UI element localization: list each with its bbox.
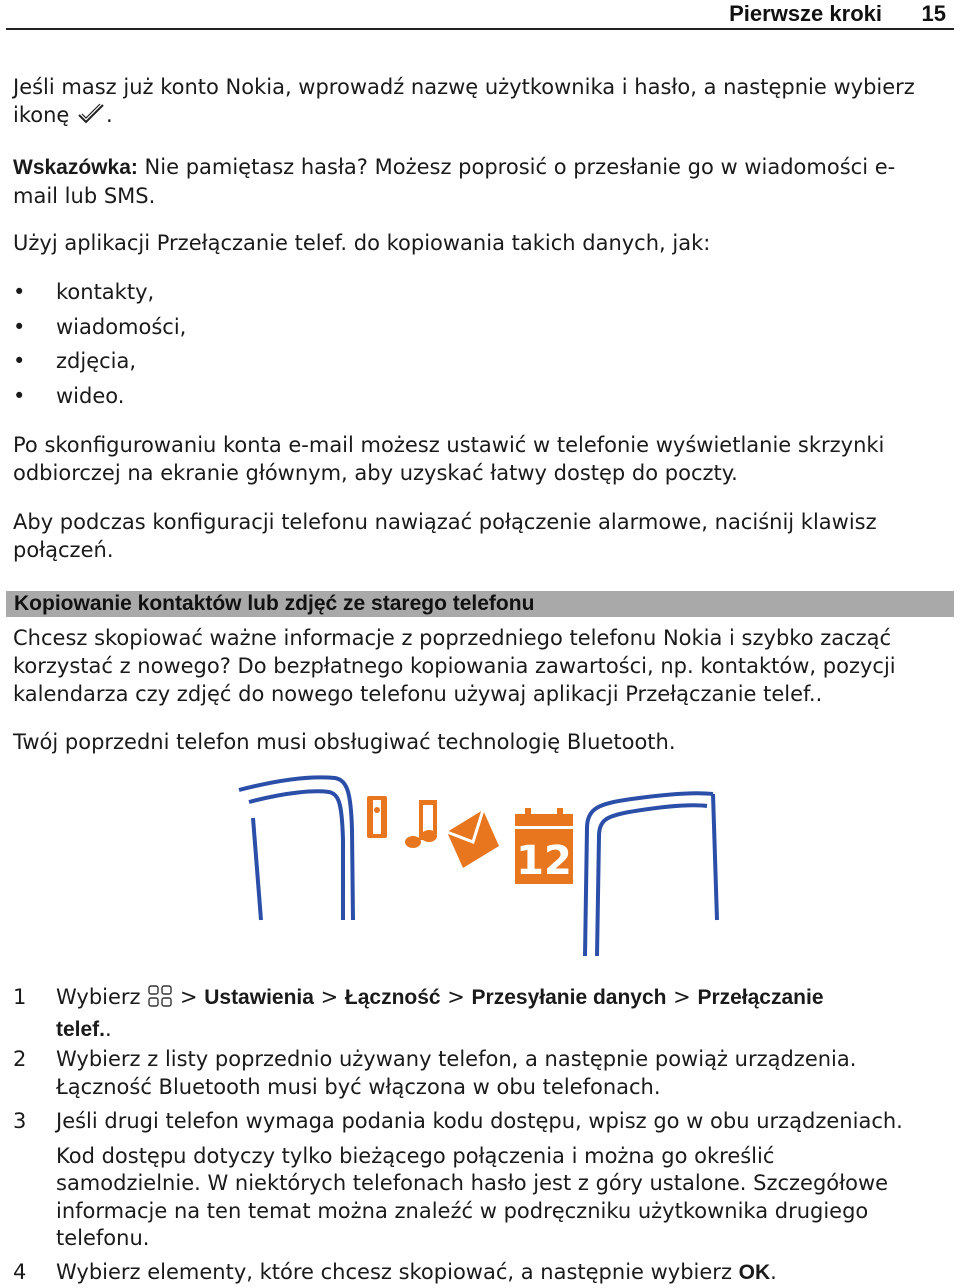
emergency-paragraph: [13, 508, 948, 564]
step-1-pre: Wybierz: [56, 985, 141, 1009]
header-title: Pierwsze kroki: [729, 1, 882, 26]
bluetooth-paragraph: Twój poprzedni telefon musi obsługiwać technologię Bluetooth.: [13, 730, 676, 754]
emergency-line-2: połączeń.: [13, 538, 114, 562]
contacts-icon: [367, 796, 387, 838]
tip-paragraph: [13, 153, 948, 210]
switch-intro: Użyj aplikacji Przełączanie telef. do kopiowania takich danych, jak:: [13, 231, 711, 255]
path-data-transfer: Przesyłanie danych: [471, 986, 667, 1009]
step-number: 4: [13, 1260, 27, 1284]
list-item: • wideo.: [13, 383, 125, 408]
step-number: 3: [13, 1109, 27, 1133]
path-connectivity: Łączność: [344, 986, 441, 1009]
path-separator: >: [666, 985, 698, 1009]
step-1-line-2: telef..: [56, 1016, 112, 1041]
transfer-illustration: [225, 770, 735, 960]
list-item: • wiadomości,: [13, 314, 187, 339]
step-number: 1: [13, 985, 27, 1009]
intro-line-2-end: .: [106, 103, 113, 127]
copy-paragraph: [13, 624, 948, 708]
email-paragraph: [13, 431, 948, 487]
email-line-1: Po skonfigurowaniu konta e-mail możesz ustawić w telefonie wyświetlanie skrzynki: [13, 433, 885, 457]
intro-line-2-text: ikonę: [13, 103, 70, 127]
step-1-body: [56, 984, 948, 1043]
data-types-list: [13, 278, 186, 416]
path-separator: >: [313, 985, 345, 1009]
tip-text-1: Nie pamiętasz hasła? Możesz poprosić o przesłanie go w wiadomości e-: [137, 155, 896, 179]
page-number: 15: [921, 1, 946, 26]
copy-line-2: korzystać z nowego? Do bezpłatnego kopiowania zawartości, np. kontaktów, pozycji: [13, 654, 896, 678]
step-number: 2: [13, 1047, 27, 1071]
new-phone-icon: [585, 793, 717, 956]
calendar-icon: [515, 808, 573, 884]
step-1-line-1: [56, 984, 948, 1016]
section-title: Kopiowanie kontaktów lub zdjęć ze starego telefonu: [14, 592, 535, 615]
step-2-body: Wybierz z listy poprzednio używany telefon, a następnie powiąż urządzenia. Łączność Bluetooth musi być włączona w obu telefonach.: [56, 1047, 857, 1099]
checkmark-icon: [76, 102, 106, 133]
tip-label: Wskazówka:: [13, 156, 138, 179]
step-3-body: Jeśli drugi telefon wymaga podania kodu dostępu, wpisz go w obu urządzeniach. Kod dostępu dotyczy tylko bieżącego połączenia i można go określić samodzielnie. W niektórych telefonach hasło jest z góry ustalone. Szczegółowe informacje na ten temat można znaleźć w podręczniku użytkownika drugiego telefonu.: [56, 1109, 903, 1250]
tip-line-2: mail lub SMS.: [13, 184, 156, 208]
list-item: • kontakty,: [13, 280, 155, 304]
ok-label: OK: [738, 1261, 771, 1284]
music-note-icon: [405, 800, 437, 848]
old-phone-icon: [239, 777, 353, 920]
menu-grid-icon: [147, 984, 173, 1016]
intro-line-2: [13, 101, 948, 133]
path-settings: Ustawienia: [204, 986, 314, 1009]
intro-line-1: Jeśli masz już konto Nokia, wprowadź nazwę użytkownika i hasło, a następnie wybierz: [13, 75, 915, 99]
envelope-icon: [447, 810, 499, 868]
step-4-body: Wybierz elementy, które chcesz skopiować, a następnie wybierz OK.: [56, 1260, 777, 1284]
list-item: • zdjęcia,: [13, 349, 137, 373]
path-phone-switch-end: telef.: [56, 1017, 106, 1041]
tip-line-1: [13, 153, 948, 182]
copy-line-3: kalendarza czy zdjęć do nowego telefonu używaj aplikacji Przełączanie telef..: [13, 682, 823, 706]
copy-line-1: Chcesz skopiować ważne informacje z poprzedniego telefonu Nokia i szybko zacząć: [13, 626, 892, 650]
calendar-day: 12: [516, 838, 572, 884]
path-separator: >: [173, 985, 205, 1009]
page-header: [6, 0, 954, 30]
path-phone-switch: Przełączanie: [697, 986, 824, 1009]
intro-paragraph: [13, 73, 948, 133]
emergency-line-1: Aby podczas konfiguracji telefonu nawiązać połączenie alarmowe, naciśnij klawisz: [13, 510, 877, 534]
path-separator: >: [440, 985, 472, 1009]
section-heading-bar: [6, 591, 954, 617]
email-line-2: odbiorczej na ekranie głównym, aby uzyskać łatwy dostęp do poczty.: [13, 461, 738, 485]
